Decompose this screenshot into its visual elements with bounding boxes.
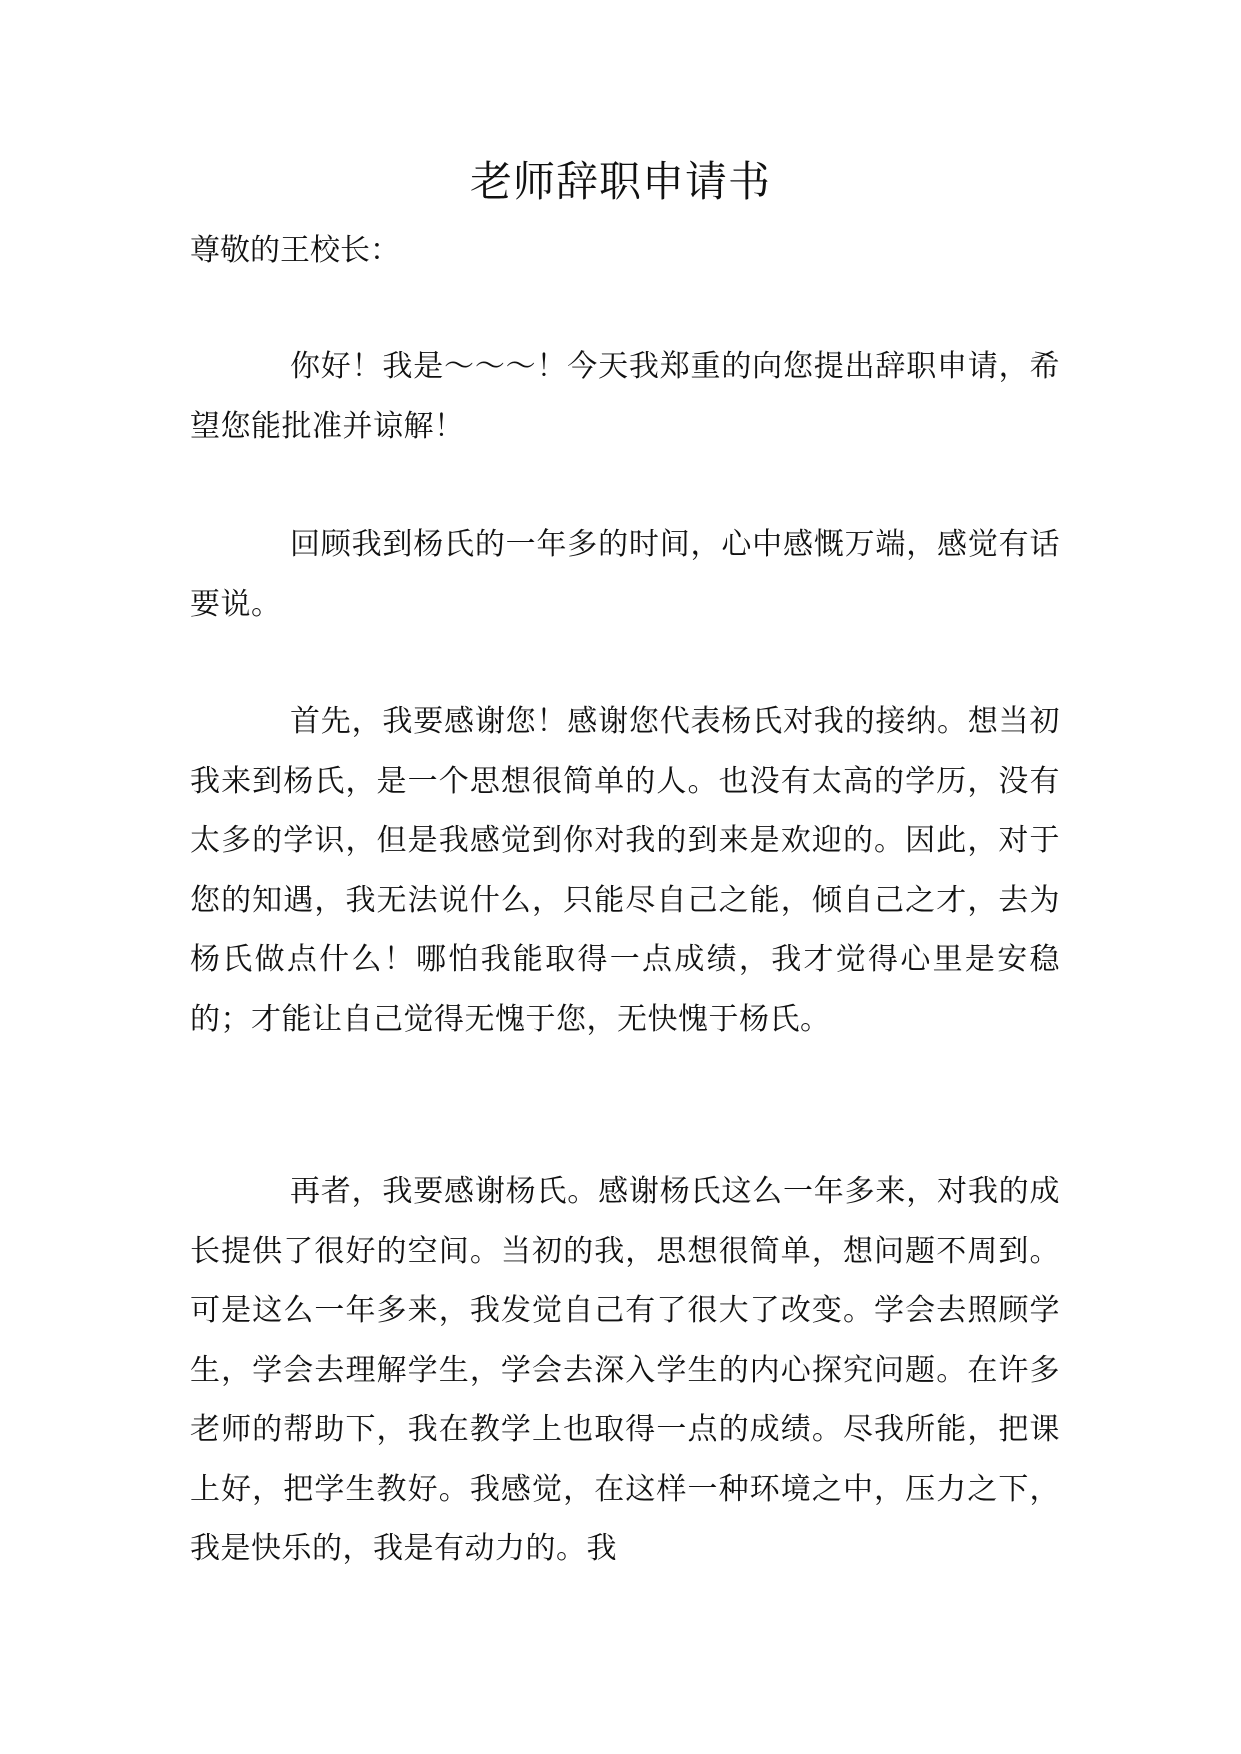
paragraph-thanks-principal: 首先，我要感谢您！感谢您代表杨氏对我的接纳。想当初我来到杨氏，是一个思想很简单的人。也没有太高的学历，没有太多的学识，但是我感觉到你对我的到来是欢迎的。因此，对于您的知遇，我无法说什么，只能尽自己之能，倾自己之才，去为杨氏做点什么！哪怕我能取得一点成绩，我才觉得心里是安稳的；才能让自己觉得无愧于您，无快愧于杨氏。: [190, 704, 1060, 1037]
document-title: 老师辞职申请书: [469, 157, 771, 206]
paragraph-thanks-school: 再者，我要感谢杨氏。感谢杨氏这么一年多来，对我的成长提供了很好的空间。当初的我，思想很简单，想问题不周到。可是这么一年多来，我发觉自己有了很大了改变。学会去照顾学生，学会去理解学生，学会去深入学生的内心探究问题。在许多老师的帮助下，我在教学上也取得一点的成绩。尽我所能，把课上好，把学生教好。我感觉，在这样一种环境之中，压力之下，我是快乐的，我是有动力的。我: [190, 1174, 1060, 1566]
paragraph-greeting: 你好！我是～～～！今天我郑重的向您提出辞职申请，希望您能批准并谅解！: [190, 349, 1060, 444]
salutation: 尊敬的王校长：: [190, 233, 400, 268]
paragraph-review: 回顾我到杨氏的一年多的时间，心中感慨万端，感觉有话要说。: [190, 527, 1060, 622]
